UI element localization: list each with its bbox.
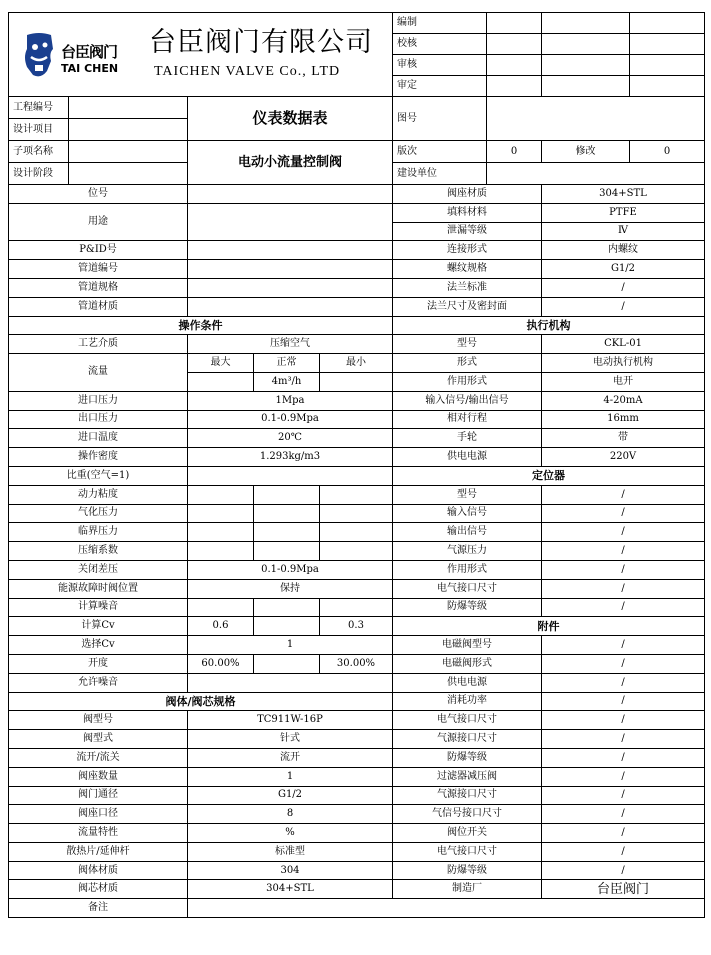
power-supply-value: 220V: [542, 448, 705, 467]
outlet-pressure-label: 出口压力: [9, 410, 188, 429]
density-label: 操作密度: [9, 448, 188, 467]
filter-regulator-value: /: [542, 767, 705, 786]
characteristic-label: 流量特性: [9, 824, 188, 843]
remarks-value: [188, 899, 705, 918]
select-cv-label: 选择Cv: [9, 636, 188, 655]
failsafe-value: 保持: [188, 579, 393, 598]
pipe-material-label: 管道材质: [9, 297, 188, 316]
drawing-no-label: 图号: [393, 97, 487, 141]
seat-size-label: 阀座口径: [9, 805, 188, 824]
actuator-model-label: 型号: [393, 335, 542, 354]
bonnet-label: 散热片/延伸杆: [9, 842, 188, 861]
logo-text-en: TAI CHEN: [61, 62, 119, 75]
logo-text-cn: 台臣阀门: [61, 43, 118, 61]
shutoff-label: 关闭差压: [9, 560, 188, 579]
instrument-data-sheet: [8, 12, 704, 918]
characteristic-value: %: [188, 824, 393, 843]
packing-value: PTFE: [542, 203, 705, 222]
signal-value: 4-20mA: [542, 391, 705, 410]
company-header: [9, 13, 393, 97]
calc-cv-max: 0.6: [188, 617, 254, 636]
company-logo-icon: [21, 31, 57, 81]
flow-direction-value: 流开: [188, 748, 393, 767]
positioner-elec-label: 电气接口尺寸: [393, 579, 542, 598]
opening-min: 30.00%: [320, 654, 393, 673]
handwheel-label: 手轮: [393, 429, 542, 448]
acc-air-label: 气源接口尺寸: [393, 730, 542, 749]
pipe-no-label: 管道编号: [9, 260, 188, 279]
calc-cv-label: 计算Cv: [9, 617, 188, 636]
medium-label: 工艺介质: [9, 335, 188, 354]
body-material-value: 304: [188, 861, 393, 880]
manufacturer-label: 制造厂: [393, 880, 542, 899]
solenoid-type-value: /: [542, 654, 705, 673]
opening-label: 开度: [9, 654, 188, 673]
leakage-label: 泄漏等级: [393, 222, 542, 241]
usage-label: 用途: [9, 203, 188, 241]
calc-cv-min: 0.3: [320, 617, 393, 636]
actuator-type-label: 形式: [393, 354, 542, 373]
flow-normal-label: 正常: [254, 354, 320, 373]
seat-size-value: 8: [188, 805, 393, 824]
thread-label: 螺纹规格: [393, 260, 542, 279]
company-name-en: TAICHEN VALVE Co., LTD: [154, 64, 341, 79]
inlet-temp-label: 进口温度: [9, 429, 188, 448]
acc-air-value: /: [542, 730, 705, 749]
owner-label: 建设单位: [393, 163, 487, 185]
acc-ex2-value: /: [542, 861, 705, 880]
positioner-output-value: /: [542, 523, 705, 542]
actuator-action-label: 作用形式: [393, 372, 542, 391]
valve-style-value: 针式: [188, 730, 393, 749]
valve-size-label: 阀门通径: [9, 786, 188, 805]
acc-elec2-label: 电气接口尺寸: [393, 842, 542, 861]
medium-value: 压缩空气: [188, 335, 393, 354]
tag-label: 位号: [9, 185, 188, 204]
outlet-pressure-value: 0.1-0.9Mpa: [188, 410, 393, 429]
section-operating: 操作条件: [9, 316, 393, 335]
critical-pressure-label: 临界压力: [9, 523, 188, 542]
connection-label: 连接形式: [393, 241, 542, 260]
remarks-label: 备注: [9, 899, 188, 918]
project-no-label: 工程编号: [9, 97, 69, 119]
thread-value: G1/2: [542, 260, 705, 279]
opening-max: 60.00%: [188, 654, 254, 673]
flange-size-label: 法兰尺寸及密封面: [393, 297, 542, 316]
flow-min-label: 最小: [320, 354, 393, 373]
doc-subtitle: 电动小流量控制阀: [188, 141, 393, 185]
inlet-pressure-value: 1Mpa: [188, 391, 393, 410]
approval-check: 校核: [393, 34, 487, 55]
acc-power-value: /: [542, 673, 705, 692]
shutoff-value: 0.1-0.9Mpa: [188, 560, 393, 579]
flow-direction-label: 流开/流关: [9, 748, 188, 767]
valve-model-label: 阀型号: [9, 711, 188, 730]
company-name-cn: 台臣阀门有限公司: [149, 27, 373, 58]
flange-std-label: 法兰标准: [393, 278, 542, 297]
flow-label: 流量: [9, 354, 188, 392]
filter-regulator-label: 过滤器减压阀: [393, 767, 542, 786]
solenoid-model-value: /: [542, 636, 705, 655]
limit-switch-label: 阀位开关: [393, 824, 542, 843]
bonnet-value: 标准型: [188, 842, 393, 861]
plug-material-value: 304+STL: [188, 880, 393, 899]
handwheel-value: 带: [542, 429, 705, 448]
section-actuator: 执行机构: [393, 316, 705, 335]
pipe-spec-label: 管道规格: [9, 278, 188, 297]
acc-ex-value: /: [542, 748, 705, 767]
consumption-label: 消耗功率: [393, 692, 542, 711]
manufacturer-value: 台臣阀门: [542, 880, 705, 899]
sub-item-label: 子项名称: [9, 141, 69, 163]
approval-approve: 审定: [393, 76, 487, 97]
positioner-elec-value: /: [542, 579, 705, 598]
section-positioner: 定位器: [393, 466, 705, 485]
positioner-ex-label: 防爆等级: [393, 598, 542, 617]
approval-compile: 编制: [393, 13, 487, 34]
seat-count-label: 阀座数量: [9, 767, 188, 786]
positioner-action-label: 作用形式: [393, 560, 542, 579]
section-accessories: 附件: [393, 617, 705, 636]
calc-noise-label: 计算噪音: [9, 598, 188, 617]
failsafe-label: 能源故障时阀位置: [9, 579, 188, 598]
flange-std-value: /: [542, 278, 705, 297]
plug-material-label: 阀芯材质: [9, 880, 188, 899]
connection-value: 内螺纹: [542, 241, 705, 260]
acc-air2-label: 气源接口尺寸: [393, 786, 542, 805]
positioner-action-value: /: [542, 560, 705, 579]
stroke-value: 16mm: [542, 410, 705, 429]
positioner-input-label: 输入信号: [393, 504, 542, 523]
actuator-model-value: CKL-01: [542, 335, 705, 354]
air-signal-value: /: [542, 805, 705, 824]
doc-title: 仪表数据表: [188, 97, 393, 141]
acc-ex-label: 防爆等级: [393, 748, 542, 767]
acc-air2-value: /: [542, 786, 705, 805]
specific-gravity-label: 比重(空气=1): [9, 466, 188, 485]
stroke-label: 相对行程: [393, 410, 542, 429]
positioner-air-label: 气源压力: [393, 542, 542, 561]
body-material-label: 阀体材质: [9, 861, 188, 880]
acc-power-label: 供电电源: [393, 673, 542, 692]
leakage-value: Ⅳ: [542, 222, 705, 241]
approval-review: 审核: [393, 55, 487, 76]
solenoid-model-label: 电磁阀型号: [393, 636, 542, 655]
power-supply-label: 供电电源: [393, 448, 542, 467]
pid-label: P&ID号: [9, 241, 188, 260]
positioner-model-value: /: [542, 485, 705, 504]
positioner-model-label: 型号: [393, 485, 542, 504]
solenoid-type-label: 电磁阀形式: [393, 654, 542, 673]
viscosity-label: 动力粘度: [9, 485, 188, 504]
acc-elec-value: /: [542, 711, 705, 730]
design-stage-label: 设计阶段: [9, 163, 69, 185]
positioner-air-value: /: [542, 542, 705, 561]
valve-style-label: 阀型式: [9, 730, 188, 749]
revision-value: 0: [630, 141, 705, 163]
vapor-pressure-label: 气化压力: [9, 504, 188, 523]
valve-size-value: G1/2: [188, 786, 393, 805]
revision-label: 修改: [542, 141, 630, 163]
density-value: 1.293kg/m3: [188, 448, 393, 467]
seat-material-label: 阀座材质: [393, 185, 542, 204]
flow-normal-value: 4m³/h: [254, 372, 320, 391]
select-cv-value: 1: [188, 636, 393, 655]
section-body: 阀体/阀芯规格: [9, 692, 393, 711]
allowed-noise-label: 允许噪音: [9, 673, 188, 692]
seat-count-value: 1: [188, 767, 393, 786]
acc-elec2-value: /: [542, 842, 705, 861]
inlet-pressure-label: 进口压力: [9, 391, 188, 410]
limit-switch-value: /: [542, 824, 705, 843]
valve-model-value: TC911W-16P: [188, 711, 393, 730]
acc-elec-label: 电气接口尺寸: [393, 711, 542, 730]
sheet-table: [8, 12, 705, 918]
air-signal-label: 气信号接口尺寸: [393, 805, 542, 824]
design-item-label: 设计项目: [9, 119, 69, 141]
acc-ex2-label: 防爆等级: [393, 861, 542, 880]
seat-material-value: 304+STL: [542, 185, 705, 204]
signal-label: 输入信号/输出信号: [393, 391, 542, 410]
version-label: 版次: [393, 141, 487, 163]
consumption-value: /: [542, 692, 705, 711]
positioner-ex-value: /: [542, 598, 705, 617]
version-value: 0: [487, 141, 542, 163]
packing-label: 填料材料: [393, 203, 542, 222]
positioner-output-label: 输出信号: [393, 523, 542, 542]
actuator-action-value: 电开: [542, 372, 705, 391]
flange-size-value: /: [542, 297, 705, 316]
actuator-type-value: 电动执行机构: [542, 354, 705, 373]
positioner-input-value: /: [542, 504, 705, 523]
compressibility-label: 压缩系数: [9, 542, 188, 561]
flow-max-label: 最大: [188, 354, 254, 373]
inlet-temp-value: 20℃: [188, 429, 393, 448]
